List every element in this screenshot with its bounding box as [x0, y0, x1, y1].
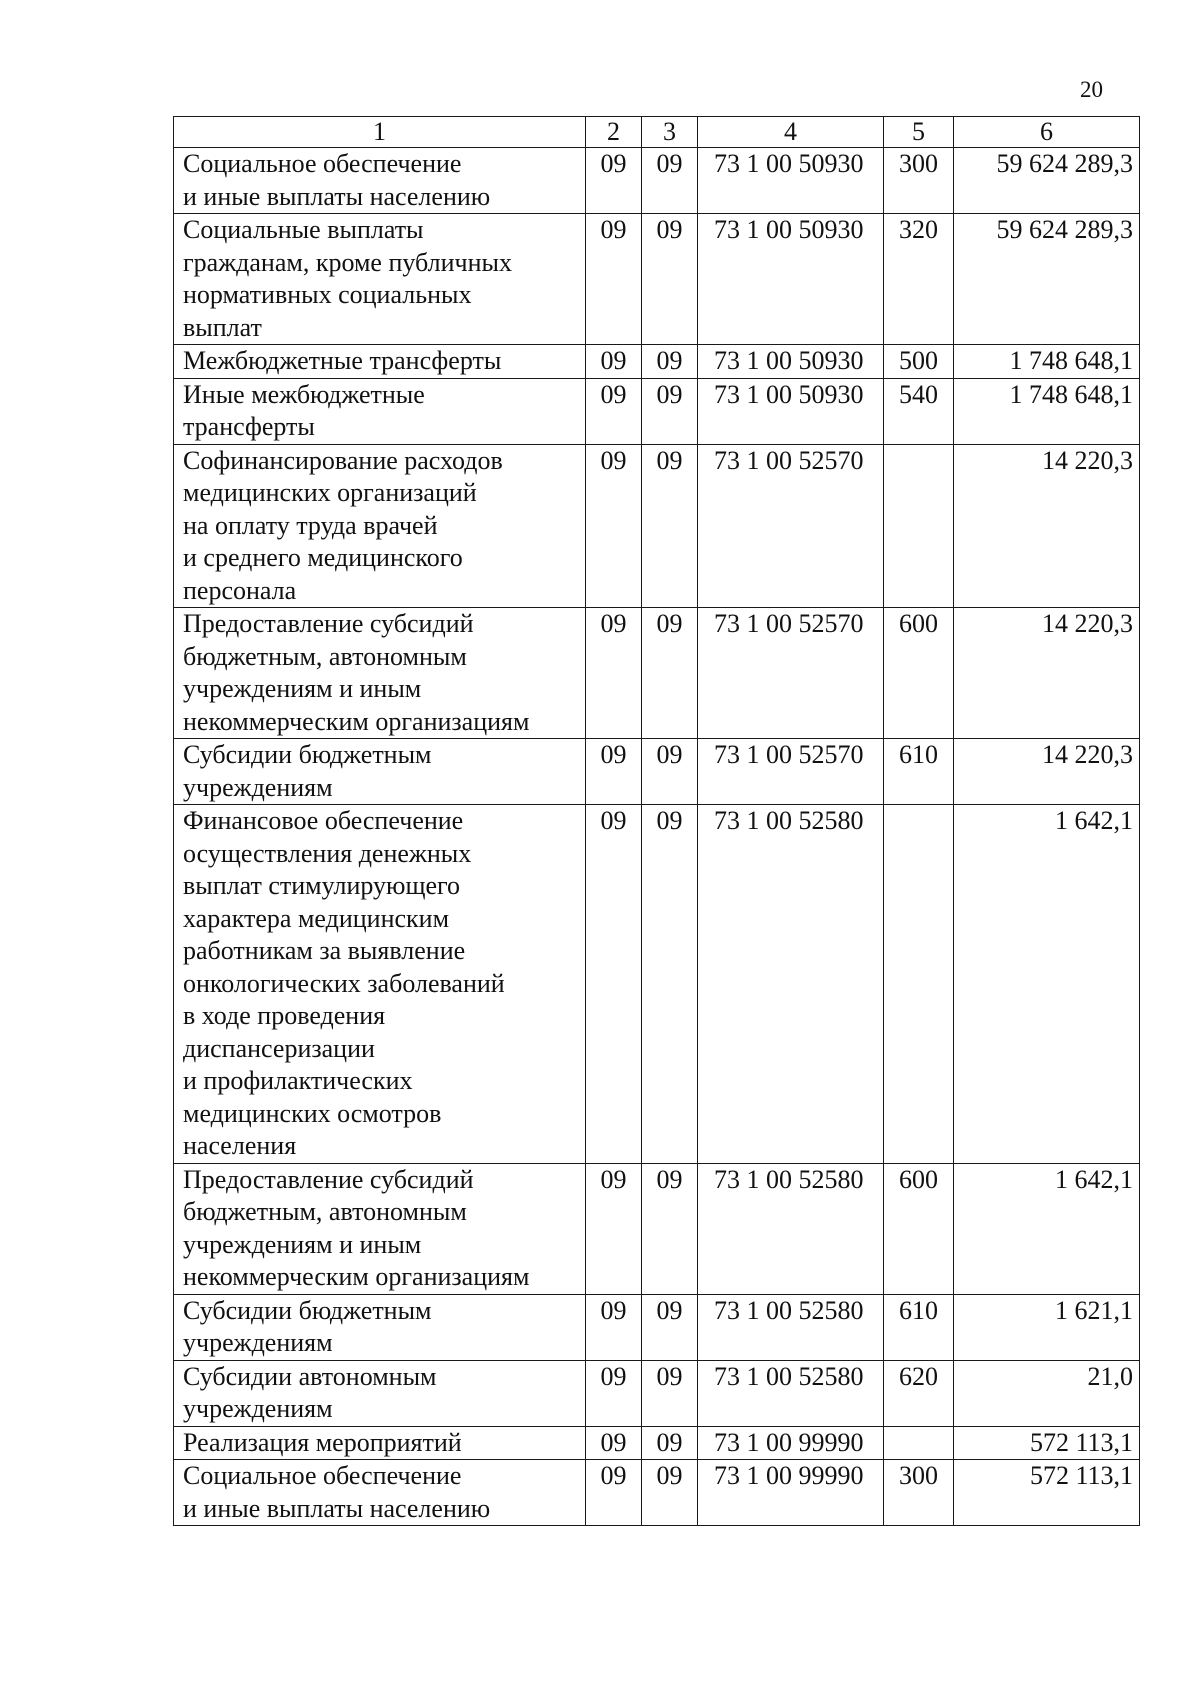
row-target-code-cell: 73 1 00 52570	[698, 608, 884, 739]
header-row	[174, 117, 1140, 148]
row-expense-type-cell: 500	[884, 345, 954, 379]
row-section-cell: 09	[586, 345, 642, 379]
row-target-code-cell: 73 1 00 99990	[698, 1460, 884, 1526]
header-col-6: 6	[954, 117, 1140, 148]
row-name-cell: Субсидии бюджетным учреждениям	[174, 1294, 586, 1360]
row-amount-cell: 14 220,3	[954, 608, 1140, 739]
row-name-cell: Иные межбюджетные трансферты	[174, 378, 586, 444]
row-amount-cell: 59 624 289,3	[954, 214, 1140, 345]
row-name-cell: Межбюджетные трансферты	[174, 345, 586, 379]
row-subsection-cell: 09	[642, 148, 698, 214]
row-section-cell: 09	[586, 1163, 642, 1294]
row-name-cell: Софинансирование расходов медицинских организаций на оплату труда врачей и среднего медицинского персонала	[174, 444, 586, 608]
row-expense-type-cell: 320	[884, 214, 954, 345]
row-section-cell: 09	[586, 739, 642, 805]
row-amount-cell: 1 621,1	[954, 1294, 1140, 1360]
row-subsection-cell: 09	[642, 1360, 698, 1426]
table-body	[174, 148, 1140, 1526]
row-name-cell: Социальные выплаты гражданам, кроме публичных нормативных социальных выплат	[174, 214, 586, 345]
row-amount-cell: 1 642,1	[954, 805, 1140, 1164]
table-row	[174, 1426, 1140, 1460]
row-name-cell: Социальное обеспечение и иные выплаты населению	[174, 1460, 586, 1526]
table-row	[174, 345, 1140, 379]
row-name-cell: Субсидии бюджетным учреждениям	[174, 739, 586, 805]
row-name-cell: Социальное обеспечение и иные выплаты населению	[174, 148, 586, 214]
row-expense-type-cell: 300	[884, 1460, 954, 1526]
row-subsection-cell: 09	[642, 608, 698, 739]
page-number: 20	[1080, 77, 1103, 102]
row-name-cell: Предоставление субсидий бюджетным, автономным учреждениям и иным некоммерческим организациям	[174, 1163, 586, 1294]
row-target-code-cell: 73 1 00 50930	[698, 214, 884, 345]
row-subsection-cell: 09	[642, 378, 698, 444]
row-amount-cell: 572 113,1	[954, 1426, 1140, 1460]
row-amount-cell: 14 220,3	[954, 444, 1140, 608]
row-section-cell: 09	[586, 1426, 642, 1460]
row-amount-cell: 1 642,1	[954, 1163, 1140, 1294]
row-name-cell: Предоставление субсидий бюджетным, автономным учреждениям и иным некоммерческим организациям	[174, 608, 586, 739]
row-target-code-cell: 73 1 00 52580	[698, 805, 884, 1164]
row-target-code-cell: 73 1 00 52580	[698, 1360, 884, 1426]
row-target-code-cell: 73 1 00 50930	[698, 345, 884, 379]
table-row	[174, 608, 1140, 739]
row-name-cell: Субсидии автономным учреждениям	[174, 1360, 586, 1426]
table-row	[174, 739, 1140, 805]
budget-table	[173, 116, 1140, 1526]
row-amount-cell: 14 220,3	[954, 739, 1140, 805]
table-header	[174, 117, 1140, 148]
row-subsection-cell: 09	[642, 739, 698, 805]
row-expense-type-cell	[884, 1426, 954, 1460]
row-section-cell: 09	[586, 1360, 642, 1426]
header-col-2: 2	[586, 117, 642, 148]
row-expense-type-cell: 300	[884, 148, 954, 214]
header-col-4: 4	[698, 117, 884, 148]
row-subsection-cell: 09	[642, 214, 698, 345]
row-target-code-cell: 73 1 00 52570	[698, 444, 884, 608]
table-row	[174, 148, 1140, 214]
row-name-cell: Финансовое обеспечение осуществления денежных выплат стимулирующего характера медицинским работникам за выявление онкологических заболеваний в ходе проведения диспансеризации и профилактических медицинских осмотров населения	[174, 805, 586, 1164]
row-amount-cell: 59 624 289,3	[954, 148, 1140, 214]
row-subsection-cell: 09	[642, 1426, 698, 1460]
row-amount-cell: 1 748 648,1	[954, 378, 1140, 444]
row-amount-cell: 572 113,1	[954, 1460, 1140, 1526]
row-expense-type-cell: 610	[884, 739, 954, 805]
table-row	[174, 1163, 1140, 1294]
row-subsection-cell: 09	[642, 345, 698, 379]
row-expense-type-cell: 600	[884, 1163, 954, 1294]
table-row	[174, 1460, 1140, 1526]
row-name-cell: Реализация мероприятий	[174, 1426, 586, 1460]
row-expense-type-cell: 540	[884, 378, 954, 444]
row-subsection-cell: 09	[642, 1460, 698, 1526]
row-target-code-cell: 73 1 00 50930	[698, 378, 884, 444]
row-target-code-cell: 73 1 00 52580	[698, 1163, 884, 1294]
table-row	[174, 1294, 1140, 1360]
table-row	[174, 444, 1140, 608]
table-row	[174, 1360, 1140, 1426]
row-target-code-cell: 73 1 00 52570	[698, 739, 884, 805]
row-section-cell: 09	[586, 608, 642, 739]
row-expense-type-cell	[884, 805, 954, 1164]
row-amount-cell: 1 748 648,1	[954, 345, 1140, 379]
row-amount-cell: 21,0	[954, 1360, 1140, 1426]
row-expense-type-cell: 600	[884, 608, 954, 739]
header-col-3: 3	[642, 117, 698, 148]
table-row	[174, 805, 1140, 1164]
row-target-code-cell: 73 1 00 99990	[698, 1426, 884, 1460]
row-expense-type-cell: 620	[884, 1360, 954, 1426]
table-row	[174, 214, 1140, 345]
row-section-cell: 09	[586, 1460, 642, 1526]
row-expense-type-cell: 610	[884, 1294, 954, 1360]
table-row	[174, 378, 1140, 444]
row-section-cell: 09	[586, 378, 642, 444]
row-section-cell: 09	[586, 148, 642, 214]
row-subsection-cell: 09	[642, 1163, 698, 1294]
row-subsection-cell: 09	[642, 444, 698, 608]
row-section-cell: 09	[586, 444, 642, 608]
row-section-cell: 09	[586, 214, 642, 345]
row-subsection-cell: 09	[642, 805, 698, 1164]
row-target-code-cell: 73 1 00 52580	[698, 1294, 884, 1360]
row-section-cell: 09	[586, 1294, 642, 1360]
row-section-cell: 09	[586, 805, 642, 1164]
row-expense-type-cell	[884, 444, 954, 608]
row-subsection-cell: 09	[642, 1294, 698, 1360]
row-target-code-cell: 73 1 00 50930	[698, 148, 884, 214]
header-col-1: 1	[174, 117, 586, 148]
header-col-5: 5	[884, 117, 954, 148]
